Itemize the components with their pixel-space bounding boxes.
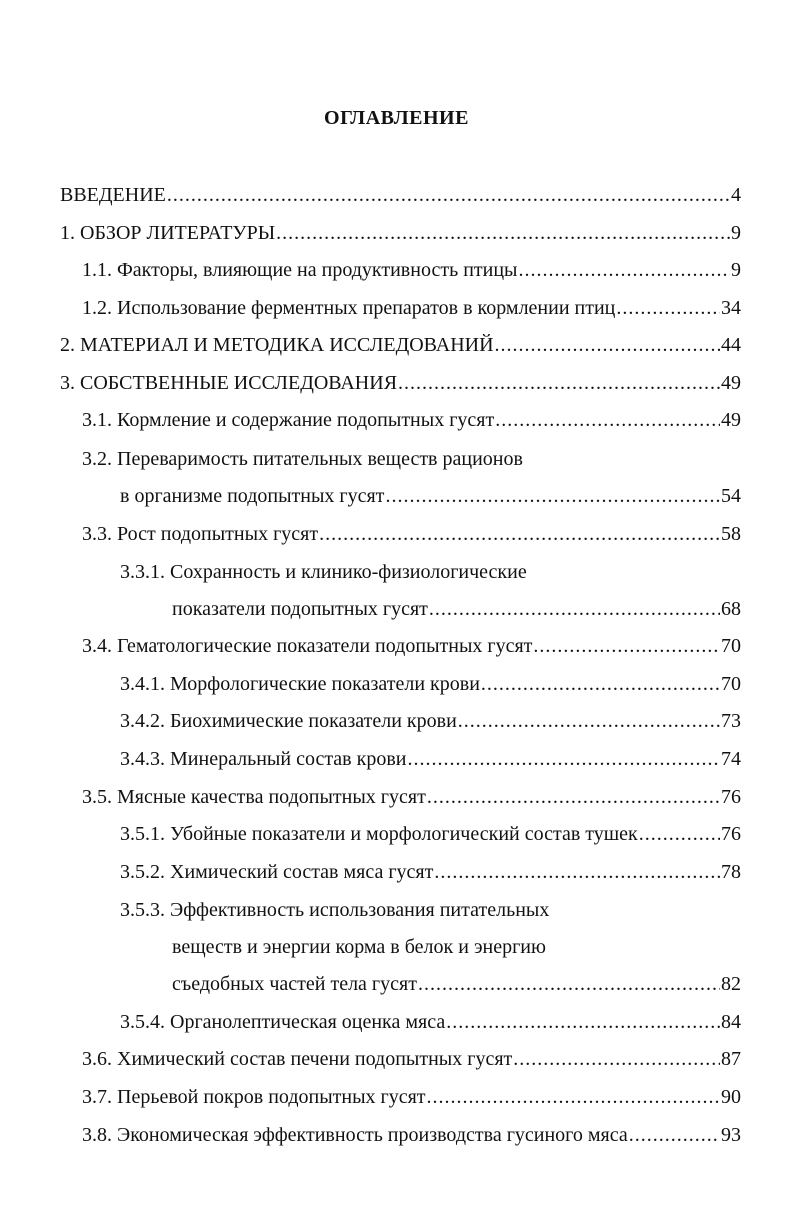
toc-page-number: 34	[721, 297, 741, 319]
toc-leader-dots	[616, 296, 720, 320]
toc-entry-text: ВВЕДЕНИЕ	[60, 184, 166, 206]
toc-entry-text: 2. МАТЕРИАЛ И МЕТОДИКА ИССЛЕДОВАНИЙ	[60, 334, 494, 356]
toc-leader-dots	[629, 1123, 720, 1147]
toc-entry[interactable]	[120, 822, 741, 846]
toc-entry[interactable]	[172, 597, 741, 621]
toc-entry[interactable]	[60, 371, 741, 395]
toc-entry[interactable]	[82, 1047, 741, 1071]
toc-entry-text: 3.4.3. Минеральный состав крови	[120, 748, 407, 770]
toc-page-number: 58	[721, 523, 741, 545]
toc-leader-dots	[446, 1010, 720, 1034]
toc-entry[interactable]	[120, 672, 741, 696]
toc-leader-dots	[427, 785, 720, 809]
toc-page-number: 78	[721, 861, 741, 883]
toc-entry[interactable]	[120, 484, 741, 508]
toc-entry[interactable]	[120, 709, 741, 733]
toc-entry[interactable]	[172, 972, 741, 996]
toc-page-number: 49	[721, 409, 741, 431]
toc-entry[interactable]	[82, 1123, 741, 1147]
toc-page-number: 4	[731, 184, 741, 206]
toc-entry[interactable]	[60, 333, 741, 357]
toc-page-number: 49	[721, 372, 741, 394]
toc-leader-dots	[495, 333, 720, 357]
toc-entry-text: съедобных частей тела гусят	[172, 973, 417, 995]
toc-entry[interactable]	[120, 747, 741, 771]
toc-leader-dots	[513, 1047, 720, 1071]
toc-leader-dots	[385, 484, 720, 508]
toc-leader-dots	[427, 1085, 720, 1109]
toc-entry-text: 3.5. Мясные качества подопытных гусят	[82, 786, 426, 808]
toc-entry-text: 1. ОБЗОР ЛИТЕРАТУРЫ	[60, 222, 276, 244]
toc-page-number: 90	[721, 1086, 741, 1108]
toc-page-number: 93	[721, 1124, 741, 1146]
toc-page-number: 44	[721, 334, 741, 356]
toc-leader-dots	[429, 597, 720, 621]
toc-page-number: 70	[721, 635, 741, 657]
toc-entry-text: 3.5.4. Органолептическая оценка мяса	[120, 1011, 446, 1033]
toc-leader-dots	[398, 371, 720, 395]
toc-leader-dots	[639, 822, 720, 846]
toc-leader-dots	[167, 183, 730, 207]
toc-leader-dots	[518, 258, 730, 282]
toc-entry-text: 3.5.2. Химический состав мяса гусят	[120, 861, 434, 883]
toc-leader-dots	[533, 634, 720, 658]
toc-page-number: 73	[721, 710, 741, 732]
toc-leader-dots	[495, 408, 720, 432]
toc-page-number: 54	[721, 485, 741, 507]
toc-entry[interactable]	[60, 183, 741, 207]
toc-entry-text: 3.6. Химический состав печени подопытных гусят	[82, 1048, 513, 1070]
toc-entry-first-line[interactable]: 3.2. Переваримость питательных веществ рационов	[82, 448, 523, 470]
toc-entry-text: 3.4.2. Биохимические показатели крови	[120, 710, 457, 732]
toc-page-number: 74	[721, 748, 741, 770]
toc-page-number: 76	[721, 786, 741, 808]
toc-entry-text: 3.4.1. Морфологические показатели крови	[120, 673, 480, 695]
toc-entry-second-line[interactable]: веществ и энергии корма в белок и энергию	[172, 936, 546, 958]
toc-entry-text: 3.3. Рост подопытных гусят	[82, 523, 319, 545]
toc-entry-text: 3.5.1. Убойные показатели и морфологический состав тушек	[120, 823, 638, 845]
toc-entry-text: в организме подопытных гусят	[120, 485, 385, 507]
toc-entry-text: 3.7. Перьевой покров подопытных гусят	[82, 1086, 426, 1108]
toc-leader-dots	[407, 747, 720, 771]
toc-leader-dots	[458, 709, 720, 733]
toc-entry-text: показатели подопытных гусят	[172, 598, 428, 620]
toc-entry-text: 1.1. Факторы, влияющие на продуктивность птицы	[82, 259, 518, 281]
toc-page-number: 84	[721, 1011, 741, 1033]
toc-entry-text: 3.8. Экономическая эффективность производства гусиного мяса	[82, 1124, 628, 1146]
toc-entry-first-line[interactable]: 3.5.3. Эффективность использования питательных	[120, 899, 550, 921]
toc-page-number: 70	[721, 673, 741, 695]
toc-page-number: 68	[721, 598, 741, 620]
toc-entry[interactable]	[82, 785, 741, 809]
toc-leader-dots	[418, 972, 720, 996]
toc-entry[interactable]	[60, 221, 741, 245]
toc-entry[interactable]	[82, 408, 741, 432]
toc-entry[interactable]	[82, 1085, 741, 1109]
toc-entry[interactable]	[82, 296, 741, 320]
toc-page-number: 76	[721, 823, 741, 845]
toc-entry-text: 3.1. Кормление и содержание подопытных гусят	[82, 409, 495, 431]
toc-entry-text: 1.2. Использование ферментных препаратов в кормлении птиц	[82, 297, 616, 319]
toc-leader-dots	[481, 672, 720, 696]
toc-entry-first-line[interactable]: 3.3.1. Сохранность и клинико-физиологические	[120, 561, 527, 583]
toc-page-number: 87	[721, 1048, 741, 1070]
toc-entry[interactable]	[82, 522, 741, 546]
toc-entry[interactable]	[82, 258, 741, 282]
toc-entry-text: 3.4. Гематологические показатели подопытных гусят	[82, 635, 533, 657]
toc-leader-dots	[434, 860, 720, 884]
toc-leader-dots	[319, 522, 720, 546]
toc-entry[interactable]	[120, 860, 741, 884]
toc-page-number: 9	[731, 259, 741, 281]
toc-entry-text: 3. СОБСТВЕННЫЕ ИССЛЕДОВАНИЯ	[60, 372, 398, 394]
toc-leader-dots	[276, 221, 730, 245]
toc-entry[interactable]	[120, 1010, 741, 1034]
toc-page-number: 82	[721, 973, 741, 995]
page-title: ОГЛАВЛЕНИЕ	[324, 107, 469, 129]
toc-entry[interactable]	[82, 634, 741, 658]
toc-page-number: 9	[731, 222, 741, 244]
